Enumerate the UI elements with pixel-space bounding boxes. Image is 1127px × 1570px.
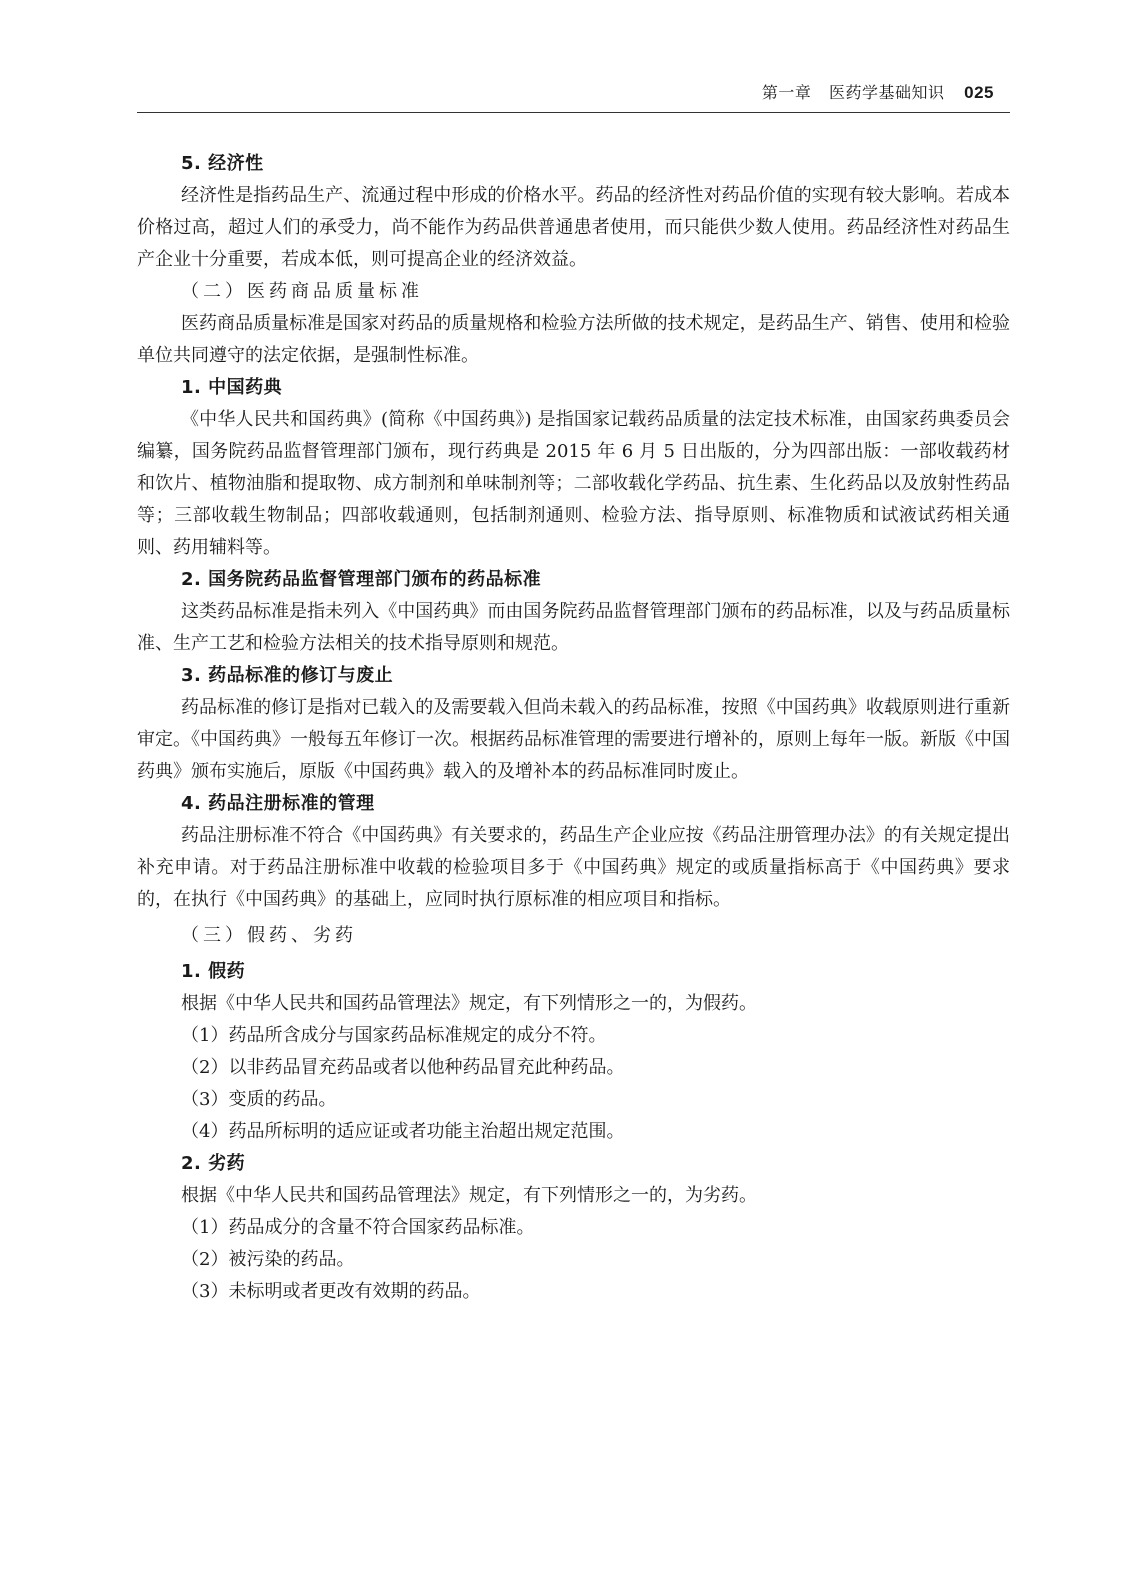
heading-registration-standard: 4. 药品注册标准的管理 xyxy=(181,793,375,814)
para-state-council-standard: 这类药品标准是指未列入《中国药典》而由国务院药品监督管理部门颁布的药品标准，以及与药品质量标准、生产工艺和检验方法相关的技术指导原则和规范。 xyxy=(137,601,1010,654)
para-revision: 药品标准的修订是指对已载入的及需要载入但尚未载入的药品标准，按照《中国药典》收载原则进行重新审定。《中国药典》一般每五年修订一次。根据药品标准管理的需要进行增补的，原则上每年一版。新版《中国药典》颁布实施后，原版《中国药典》载入的及增补本的药品标准同时废止。 xyxy=(137,697,1010,782)
list-item: （1）药品所含成分与国家药品标准规定的成分不符。 xyxy=(181,1025,607,1046)
para-inferior-intro: 根据《中华人民共和国药品管理法》规定，有下列情形之一的，为劣药。 xyxy=(181,1185,757,1206)
list-item: （1）药品成分的含量不符合国家药品标准。 xyxy=(181,1217,535,1238)
running-head xyxy=(762,80,994,103)
heading-state-council-standard: 2. 国务院药品监督管理部门颁布的药品标准 xyxy=(181,569,542,590)
subsection-fake-inferior: （三）假药、劣药 xyxy=(181,925,357,946)
heading-pharmacopoeia: 1. 中国药典 xyxy=(181,377,283,398)
heading-revision: 3. 药品标准的修订与废止 xyxy=(181,665,394,686)
heading-economy: 5. 经济性 xyxy=(181,153,264,174)
heading-fake-drug: 1. 假药 xyxy=(181,961,246,982)
heading-inferior-drug: 2. 劣药 xyxy=(181,1153,246,1174)
chapter-label: 第一章 xyxy=(761,83,812,102)
list-item: （3）未标明或者更改有效期的药品。 xyxy=(181,1281,481,1302)
para-registration-standard: 药品注册标准不符合《中国药典》有关要求的，药品生产企业应按《药品注册管理办法》的有关规定提出补充申请。对于药品注册标准中收载的检验项目多于《中国药典》规定的或质量指标高于《中国药典》要求的，在执行《中国药典》的基础上，应同时执行原标准的相应项目和指标。 xyxy=(137,825,1010,910)
para-economy: 经济性是指药品生产、流通过程中形成的价格水平。药品的经济性对药品价值的实现有较大影响。若成本价格过高，超过人们的承受力，尚不能作为药品供普通患者使用，而只能供少数人使用。药品经济性对药品生产企业十分重要，若成本低，则可提高企业的经济效益。 xyxy=(137,185,1010,270)
page-header xyxy=(137,78,1010,113)
page-body xyxy=(137,148,1010,1308)
list-item: （3）变质的药品。 xyxy=(181,1089,337,1110)
page-number: 025 xyxy=(964,83,994,102)
list-item: （4）药品所标明的适应证或者功能主治超出规定范围。 xyxy=(181,1121,625,1142)
subsection-quality-standard: （二）医药商品质量标准 xyxy=(181,281,423,302)
list-item: （2）被污染的药品。 xyxy=(181,1249,355,1270)
para-fake-intro: 根据《中华人民共和国药品管理法》规定，有下列情形之一的，为假药。 xyxy=(181,993,757,1014)
para-pharmacopoeia: 《中华人民共和国药典》(简称《中国药典》) 是指国家记载药品质量的法定技术标准，由国家药典委员会编纂，国务院药品监督管理部门颁布，现行药典是 2015 年 6 月 5 日出版的，分为四部出版：一部收载药材和饮片、植物油脂和提取物、成方制剂和单味制剂等；二部收载化学药品、抗生素、生化药品以及放射性药品等；三部收载生物制品；四部收载通则，包括制剂通则、检验方法、指导原则、标准物质和试液试药相关通则、药用辅料等。 xyxy=(137,409,1010,558)
list-item: （2）以非药品冒充药品或者以他种药品冒充此种药品。 xyxy=(181,1057,625,1078)
section-title: 医药学基础知识 xyxy=(829,83,945,102)
para-quality-intro: 医药商品质量标准是国家对药品的质量规格和检验方法所做的技术规定，是药品生产、销售、使用和检验单位共同遵守的法定依据，是强制性标准。 xyxy=(137,313,1010,366)
